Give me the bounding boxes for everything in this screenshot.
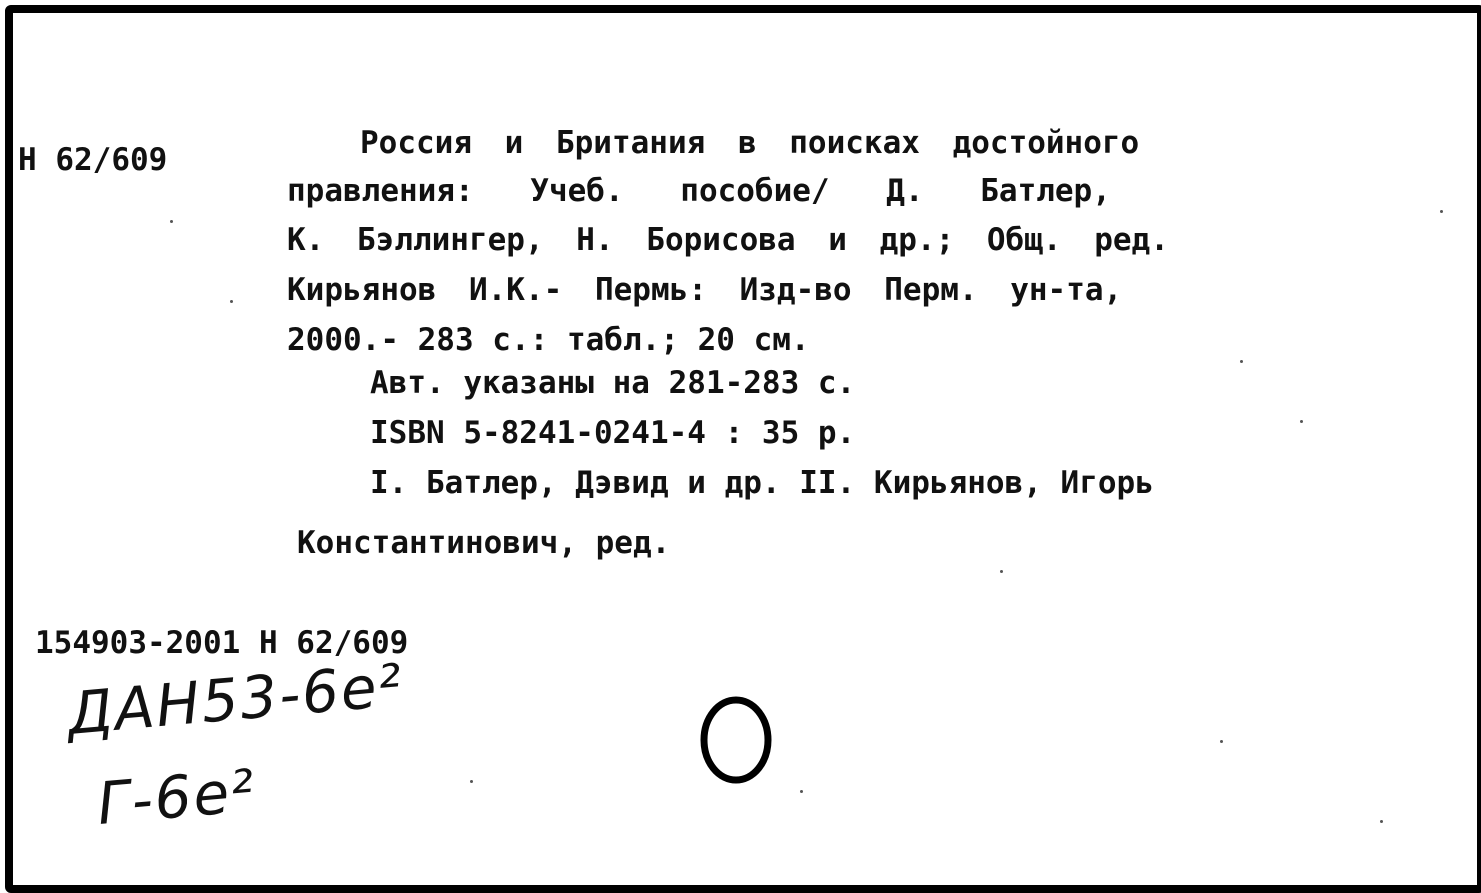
scan-speck — [1000, 570, 1003, 573]
scan-speck — [1240, 360, 1243, 363]
scan-speck — [230, 300, 233, 303]
note-line: Авт. указаны на 281-283 с. — [370, 365, 856, 401]
isbn-line: ISBN 5-8241-0241-4 : 35 р. — [370, 415, 856, 451]
punch-hole-icon — [698, 696, 774, 784]
handwritten-line-2: Г-6е² — [94, 756, 259, 838]
collation-line: 2000.- 283 с.: табл.; 20 см. — [287, 322, 810, 358]
scan-speck — [470, 780, 473, 783]
scan-speck — [1440, 210, 1443, 213]
scan-speck — [1220, 740, 1223, 743]
accession-number: 154903-2001 Н 62/609 — [35, 625, 409, 661]
title-line-2: правления: Учеб. пособие/ Д. Батлер, — [287, 173, 1111, 209]
scan-speck — [170, 220, 173, 223]
tracings-line-2: Константинович, ред. — [297, 525, 671, 561]
tracings-line-1: I. Батлер, Дэвид и др. II. Кирьянов, Игорь — [370, 465, 1154, 501]
shelf-mark: Н 62/609 — [18, 142, 168, 178]
scan-speck — [1300, 420, 1303, 423]
scan-speck — [1380, 820, 1383, 823]
scan-speck — [800, 790, 803, 793]
imprint-line: Кирьянов И.К.- Пермь: Изд-во Перм. ун-та, — [287, 272, 1123, 308]
handwritten-line-1: ДАН53-6е² — [64, 650, 407, 748]
authors-line: К. Бэллингер, Н. Борисова и др.; Общ. ред. — [287, 222, 1169, 258]
title-line-1: Россия и Британия в поисках достойного — [360, 125, 1140, 161]
